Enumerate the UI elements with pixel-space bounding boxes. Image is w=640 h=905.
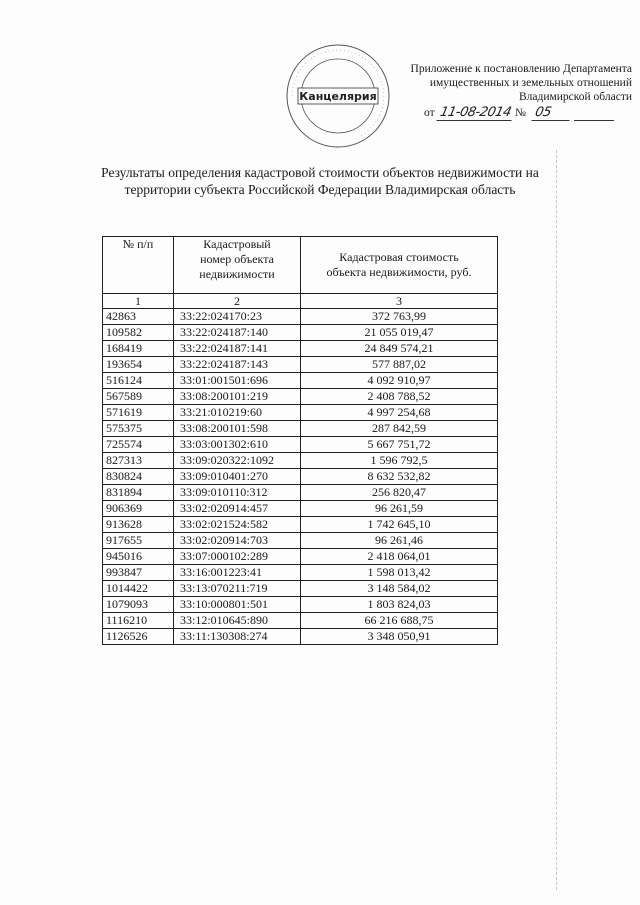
cadastral-value-cell: 1 742 645,10 [301, 517, 498, 533]
cadastral-value-cell: 4 997 254,68 [301, 405, 498, 421]
column-index-row [103, 294, 498, 309]
cadastral-number-cell: 33:13:070211:719 [174, 581, 301, 597]
cadastral-number-cell: 33:16:001223:41 [174, 565, 301, 581]
cadastral-value-cell: 2 408 788,52 [301, 389, 498, 405]
table-header-row [103, 237, 498, 294]
table-row [103, 373, 498, 389]
cadastral-number-cell: 33:07:000102:289 [174, 549, 301, 565]
cadastral-value-cell: 3 348 050,91 [301, 629, 498, 645]
header-number: № п/п [103, 237, 174, 294]
cadastral-value-cell: 372 763,99 [301, 309, 498, 325]
row-number-cell: 1079093 [103, 597, 174, 613]
cadastral-number-cell: 33:08:200101:219 [174, 389, 301, 405]
row-number-cell: 827313 [103, 453, 174, 469]
cadastral-number-cell: 33:11:130308:274 [174, 629, 301, 645]
cadastral-number-cell: 33:09:010110:312 [174, 485, 301, 501]
cadastral-number-cell: 33:08:200101:598 [174, 421, 301, 437]
cadastral-value-cell: 1 596 792,5 [301, 453, 498, 469]
cadastral-value-cell: 21 055 019,47 [301, 325, 498, 341]
table-row [103, 389, 498, 405]
row-number-cell: 913628 [103, 517, 174, 533]
row-number-cell: 1014422 [103, 581, 174, 597]
cadastral-number-cell: 33:22:024187:143 [174, 357, 301, 373]
column-index: 2 [174, 294, 301, 309]
handwritten-number: 05 [531, 106, 572, 121]
header-c3-line: Кадастровая стоимость [339, 250, 459, 264]
row-number-cell: 945016 [103, 549, 174, 565]
cadastral-number-cell: 33:21:010219:60 [174, 405, 301, 421]
table-row [103, 437, 498, 453]
table-row [103, 405, 498, 421]
cadastral-value-cell: 66 216 688,75 [301, 613, 498, 629]
header-line-3: Владимирской области [518, 91, 632, 103]
header-cadastral-number [174, 237, 301, 294]
row-number-cell: 1126526 [103, 629, 174, 645]
row-number-cell: 567589 [103, 389, 174, 405]
table-row [103, 565, 498, 581]
column-index: 3 [301, 294, 498, 309]
cadastral-number-cell: 33:22:024187:140 [174, 325, 301, 341]
header-c2-line: номер объекта [200, 252, 274, 266]
table-row [103, 597, 498, 613]
row-number-cell: 830824 [103, 469, 174, 485]
scan-edge-artifact [556, 150, 558, 890]
row-number-cell: 193654 [103, 357, 174, 373]
table-row [103, 309, 498, 325]
table-row [103, 581, 498, 597]
table-row [103, 469, 498, 485]
cadastral-value-cell: 1 803 824,03 [301, 597, 498, 613]
title-line-2: территории субъекта Российской Федерации Владимирская область [124, 182, 516, 197]
title-line-1: Результаты определения кадастровой стоимости объектов недвижимости на [101, 165, 539, 180]
cadastral-number-cell: 33:02:020914:457 [174, 501, 301, 517]
cadastral-value-cell: 1 598 013,42 [301, 565, 498, 581]
table-row [103, 549, 498, 565]
row-number-cell: 516124 [103, 373, 174, 389]
table-row [103, 453, 498, 469]
table-body [103, 309, 498, 645]
cadastral-value-cell: 96 261,46 [301, 533, 498, 549]
approval-header [360, 62, 632, 121]
row-number-cell: 906369 [103, 501, 174, 517]
cadastral-value-cell: 2 418 064,01 [301, 549, 498, 565]
cadastral-number-cell: 33:10:000801:501 [174, 597, 301, 613]
row-number-cell: 571619 [103, 405, 174, 421]
table-row [103, 421, 498, 437]
cadastral-number-cell: 33:22:024187:141 [174, 341, 301, 357]
table-row [103, 325, 498, 341]
table-row [103, 341, 498, 357]
order-reference [360, 106, 632, 121]
row-number-cell: 1116210 [103, 613, 174, 629]
table-row [103, 357, 498, 373]
from-label: от [424, 107, 435, 119]
row-number-cell: 168419 [103, 341, 174, 357]
cadastral-value-cell: 24 849 574,21 [301, 341, 498, 357]
handwritten-date: 11-08-2014 [436, 106, 514, 121]
cadastral-number-cell: 33:09:010401:270 [174, 469, 301, 485]
cadastral-value-cell: 8 632 532,82 [301, 469, 498, 485]
header-line-2: имущественных и земельных отношений [429, 77, 632, 89]
table-row [103, 501, 498, 517]
cadastral-number-cell: 33:12:010645:890 [174, 613, 301, 629]
cadastral-value-table [102, 236, 498, 645]
table-row [103, 485, 498, 501]
table-row [103, 533, 498, 549]
cadastral-value-cell: 96 261,59 [301, 501, 498, 517]
row-number-cell: 725574 [103, 437, 174, 453]
row-number-cell: 831894 [103, 485, 174, 501]
table-row [103, 613, 498, 629]
cadastral-number-cell: 33:02:021524:582 [174, 517, 301, 533]
cadastral-number-cell: 33:03:001302:610 [174, 437, 301, 453]
signature-rule [574, 120, 614, 121]
header-c3-line: объекта недвижимости, руб. [326, 265, 472, 279]
cadastral-value-cell: 287 842,59 [301, 421, 498, 437]
header-c2-line: недвижимости [199, 267, 275, 281]
svg-text:· · · · · · · · · · · · · · ·: · · · · · · · · · · · · · · · · · · · · · · · · · · · · · · · · · · · · · · · · · · · · · · · · · · [289, 47, 387, 138]
cadastral-number-cell: 33:02:020914:703 [174, 533, 301, 549]
row-number-cell: 109582 [103, 325, 174, 341]
cadastral-value-cell: 3 148 584,02 [301, 581, 498, 597]
row-number-cell: 993847 [103, 565, 174, 581]
table-row [103, 629, 498, 645]
document-title [100, 164, 540, 198]
cadastral-value-cell: 5 667 751,72 [301, 437, 498, 453]
cadastral-value-cell: 256 820,47 [301, 485, 498, 501]
row-number-cell: 575375 [103, 421, 174, 437]
cadastral-number-cell: 33:01:001501:696 [174, 373, 301, 389]
header-line-1: Приложение к постановлению Департамента [410, 63, 632, 75]
row-number-cell: 42863 [103, 309, 174, 325]
number-label: № [514, 107, 526, 119]
cadastral-number-cell: 33:09:020322:1092 [174, 453, 301, 469]
cadastral-number-cell: 33:22:024170:23 [174, 309, 301, 325]
column-index: 1 [103, 294, 174, 309]
cadastral-value-cell: 577 887,02 [301, 357, 498, 373]
header-c2-line: Кадастровый [203, 237, 271, 251]
table-row [103, 517, 498, 533]
row-number-cell: 917655 [103, 533, 174, 549]
header-cadastral-value [301, 237, 498, 294]
cadastral-value-cell: 4 092 910,97 [301, 373, 498, 389]
stamp-label: Канцелярия [299, 90, 377, 103]
